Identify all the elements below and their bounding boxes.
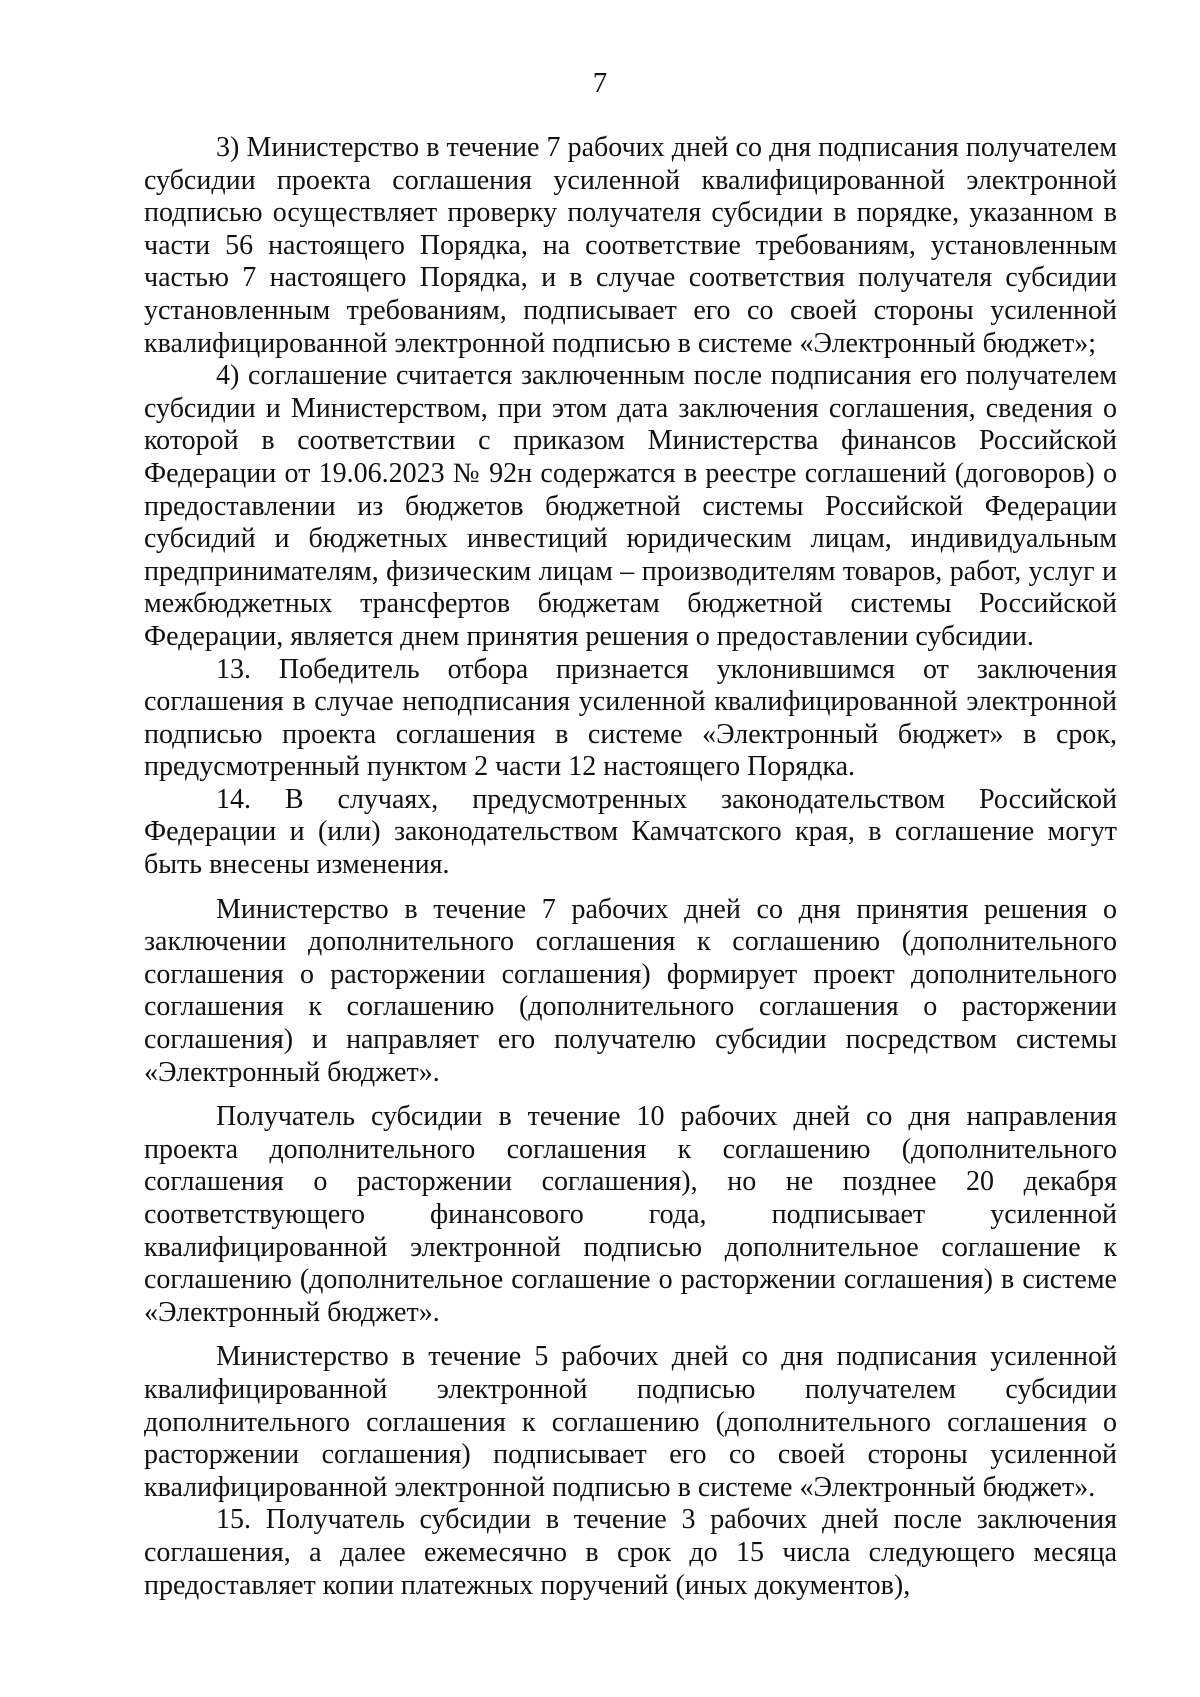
paragraph-ministry-signing: Министерство в течение 5 рабочих дней со дня подписания усиленной квалифицированной электронной подписью получателем субсидии дополнительного соглашения к соглашению (дополнительного соглашения о расторжении соглашения) подписывает его со своей стороны усиленной квалифицированной электронной подписью в системе «Электронный бюджет».: [144, 1341, 1117, 1503]
paragraph-clause-14: 14. В случаях, предусмотренных законодательством Российской Федерации и (или) законодательством Камчатского края, в соглашение могут быть внесены изменения.: [144, 783, 1117, 881]
paragraph-recipient-signing: Получатель субсидии в течение 10 рабочих дней со дня направления проекта дополнительного соглашения к соглашению (дополнительного соглашения о расторжении соглашения), но не позднее 20 декабря соответствующего финансового года, подписывает усиленной квалифицированной электронной подписью дополнительное соглашение к соглашению (дополнительное соглашение о расторжении соглашения) в системе «Электронный бюджет».: [144, 1101, 1117, 1328]
page-number: 7: [592, 67, 608, 99]
document-body: [144, 132, 1117, 1602]
paragraph-ministry-draft: Министерство в течение 7 рабочих дней со дня принятия решения о заключении дополнительного соглашения к соглашению (дополнительного соглашения о расторжении соглашения) формирует проект дополнительного соглашения к соглашению (дополнительного соглашения о расторжении соглашения) и направляет его получателю субсидии посредством системы «Электронный бюджет».: [144, 893, 1117, 1088]
paragraph-clause-15: 15. Получатель субсидии в течение 3 рабочих дней после заключения соглашения, а далее ежемесячно в срок до 15 числа следующего месяца предоставляет копии платежных поручений (иных документов),: [144, 1504, 1117, 1601]
paragraph-item-4: 4) соглашение считается заключенным после подписания его получателем субсидии и Министерством, при этом дата заключения соглашения, сведения о которой в соответствии с приказом Министерства финансов Российской Федерации от 19.06.2023 № 92н содержатся в реестре соглашений (договоров) о предоставлении из бюджетов бюджетной системы Российской Федерации субсидий и бюджетных инвестиций юридическим лицам, индивидуальным предпринимателям, физическим лицам – производителям товаров, работ, услуг и межбюджетных трансфертов бюджетам бюджетной системы Российской Федерации, является днем принятия решения о предоставлении субсидии.: [144, 360, 1117, 652]
paragraph-clause-13: 13. Победитель отбора признается уклонившимся от заключения соглашения в случае неподписания усиленной квалифицированной электронной подписью проекта соглашения в системе «Электронный бюджет» в срок, предусмотренный пунктом 2 части 12 настоящего Порядка.: [144, 653, 1117, 783]
paragraph-item-3: 3) Министерство в течение 7 рабочих дней со дня подписания получателем субсидии проекта соглашения усиленной квалифицированной электронной подписью осуществляет проверку получателя субсидии в порядке, указанном в части 56 настоящего Порядка, на соответствие требованиям, установленным частью 7 настоящего Порядка, и в случае соответствия получателя субсидии установленным требованиям, подписывает его со своей стороны усиленной квалифицированной электронной подписью в системе «Электронный бюджет»;: [144, 132, 1117, 359]
